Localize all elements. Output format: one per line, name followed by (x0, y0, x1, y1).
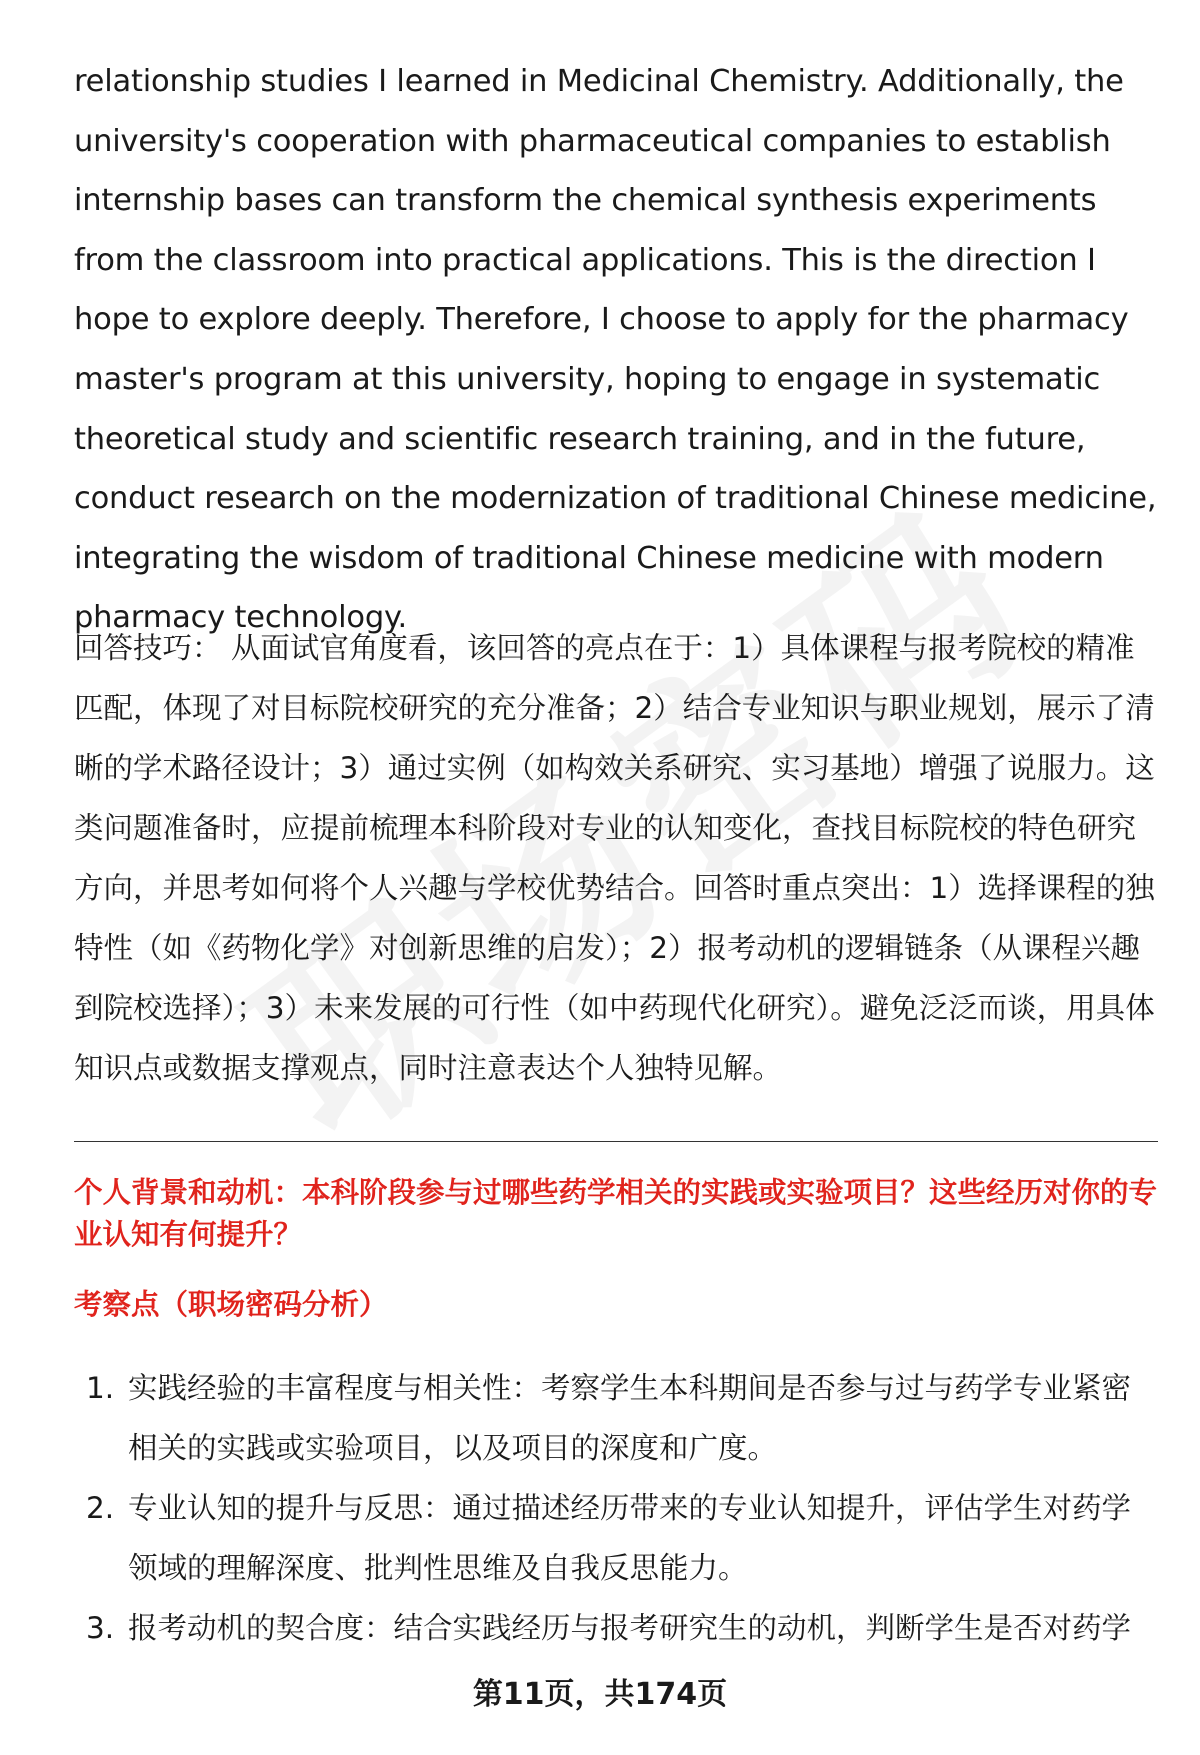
english-paragraph: relationship studies I learned in Medicinal Chemistry. Additionally, the university's cooperation with pharmaceutical companies to establish internship bases can transform the chemical synthesis experiments from the classroom into practical applications. This is the direction I hope to explore deeply. Therefore, I choose to apply for the pharmacy master's program at this university, hoping to engage in systematic theoretical study and scientific research training, and in the future, conduct research on the modernization of traditional Chinese medicine, integrating the wisdom of traditional Chinese medicine with modern pharmacy technology. (74, 64, 1157, 636)
list-item-number: 3. (86, 1611, 115, 1645)
list-item (74, 1358, 1158, 1478)
list-item-number: 2. (86, 1491, 115, 1525)
assessment-points-list (74, 1358, 1158, 1658)
list-item-text: 专业认知的提升与反思：通过描述经历带来的专业认知提升，评估学生对药学领域的理解深度、批判性思维及自我反思能力。 (128, 1491, 1132, 1585)
interview-question: 个人背景和动机：本科阶段参与过哪些药学相关的实践或实验项目？这些经历对你的专业认知有何提升？ (74, 1176, 1158, 1251)
list-item (74, 1478, 1158, 1598)
list-item-number: 1. (86, 1371, 115, 1405)
answer-tips-paragraph: 回答技巧： 从面试官角度看，该回答的亮点在于：1）具体课程与报考院校的精准匹配，体现了对目标院校研究的充分准备；2）结合专业知识与职业规划，展示了清晰的学术路径设计；3）通过实例（如构效关系研究、实习基地）增强了说服力。这类问题准备时，应提前梳理本科阶段对专业的认知变化，查找目标院校的特色研究方向，并思考如何将个人兴趣与学校优势结合。回答时重点突出：1）选择课程的独特性（如《药物化学》对创新思维的启发）；2）报考动机的逻辑链条（从课程兴趣到院校选择）；3）未来发展的可行性（如中药现代化研究）。避免泛泛而谈，用具体知识点或数据支撑观点，同时注意表达个人独特见解。 (74, 631, 1155, 1085)
page-number-footer: 第11页，共174页 (472, 1677, 728, 1712)
section-divider (74, 1141, 1158, 1142)
assessment-points-heading: 考察点（职场密码分析） (74, 1288, 388, 1321)
list-item-text: 实践经验的丰富程度与相关性：考察学生本科期间是否参与过与药学专业紧密相关的实践或实验项目，以及项目的深度和广度。 (128, 1371, 1132, 1465)
list-item (74, 1598, 1158, 1658)
list-item-text: 报考动机的契合度：结合实践经历与报考研究生的动机，判断学生是否对药学 (128, 1611, 1132, 1645)
